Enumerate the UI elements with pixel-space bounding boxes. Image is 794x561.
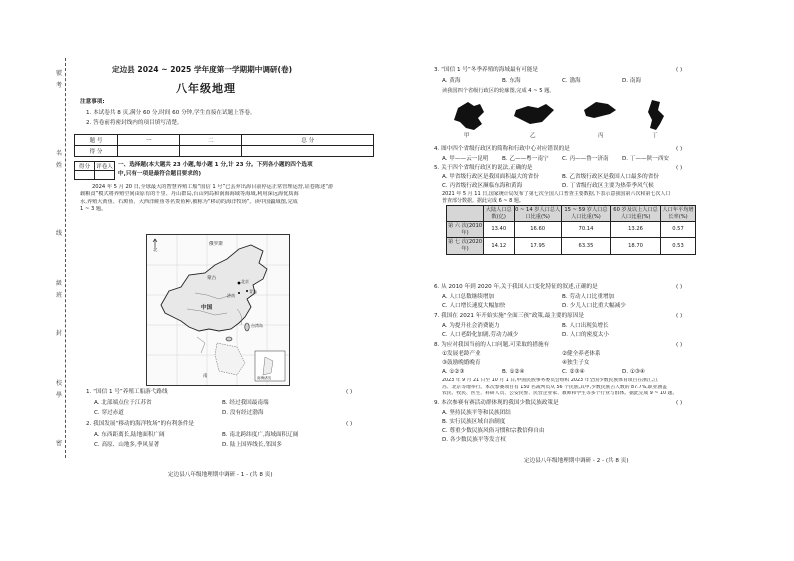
binding-strip: [56, 58, 68, 458]
map-label-jinan: 济南: [227, 293, 235, 298]
table-cell: 二: [180, 135, 242, 146]
table-cell: 17.95: [514, 238, 561, 254]
page-footer-right: 定边县八年级地理期中调研 - 2 - (共 8 页): [524, 458, 629, 464]
question-8-answer-bracket[interactable]: ( ): [676, 342, 683, 348]
q6-option-c[interactable]: C. 人口增长速度大幅加快: [442, 303, 506, 309]
q8-measure-3: ③鼓励晚婚晚育: [442, 360, 481, 366]
binding-char: 校: [56, 380, 63, 387]
q9-option-b[interactable]: B. 实行民族区域自治制度: [442, 419, 506, 425]
intro-line: 2024 年 5 月 20 日,全球最大的智慧养殖工船“国信 1 号”已丢弃出海目前停运正常管理运营,证卷陈述“游: [92, 184, 334, 190]
table-cell: 13.40: [484, 222, 515, 238]
question-4-stem: 4. 图中四个省级行政区的简称和行政中心对应错误的是: [434, 146, 570, 152]
q9-intro-line: 2023 年 9 月 21 日至 10 月 1 日,中国民族事务委员会组织 2023 年全国少数民族体育项目在浙江,江: [442, 378, 659, 383]
q9-intro: [442, 378, 700, 398]
note-item: 1. 本试卷共 8 页,满分 60 分,时间 60 分钟,学生直接在试题上答卷。: [86, 110, 256, 116]
table-row: [75, 135, 374, 146]
province-yi-shape: [514, 104, 554, 124]
q3-option-d[interactable]: D. 南海: [622, 78, 642, 84]
q2-option-c[interactable]: C. 高原、山地多,季风显著: [94, 442, 160, 448]
question-3-answer-bracket[interactable]: ( ): [676, 67, 683, 73]
table-cell: 0.53: [661, 238, 696, 254]
binding-line-label: 封: [56, 330, 63, 337]
binding-char: 名: [56, 150, 63, 157]
q2-option-d[interactable]: D. 陆上国界线长,邻国多: [222, 442, 282, 448]
census-intro-line: 普查部分数据。据此完成 6 ~ 8 题。: [442, 197, 524, 204]
table-cell: 63.35: [561, 238, 610, 254]
q7-option-b[interactable]: B. 人口出现负增长: [562, 323, 609, 329]
question-1-stem: 1. “国信 1 号”养殖工船游弋路线: [86, 389, 168, 395]
binding-char: 考: [56, 82, 63, 89]
province-bing-shape: [584, 102, 616, 118]
table-header: 60 岁及以上人口总人口比重(%): [611, 206, 661, 222]
q8-measure-1: ①发展老龄产业: [442, 351, 481, 357]
table-cell: 一: [118, 135, 180, 146]
map-drawing: [147, 235, 289, 385]
q4-option-d[interactable]: D. 丁——陕一西安: [622, 156, 670, 162]
q3-option-c[interactable]: C. 渤海: [562, 78, 581, 84]
q1-option-b[interactable]: B. 经过我国最南端: [222, 400, 269, 406]
table-cell: 16.60: [514, 222, 561, 238]
q8-option-d[interactable]: D. ①③④: [622, 369, 645, 375]
q8-option-a[interactable]: A. ①②③: [442, 369, 465, 375]
q9-option-d[interactable]: D. 各少数民族平等发言权: [442, 437, 506, 443]
grader-input[interactable]: [75, 171, 95, 180]
seal-line: [65, 58, 66, 458]
grader-label: 得分: [75, 162, 95, 171]
table-cell: 13.26: [611, 222, 661, 238]
china-territory-map: [146, 234, 290, 386]
q1-option-d[interactable]: D. 没有经过渤海: [222, 410, 264, 416]
q4-option-c[interactable]: C. 丙——鲁一济南: [562, 156, 609, 162]
grader-input[interactable]: [95, 171, 115, 180]
province-label-bing: 丙: [598, 133, 604, 139]
q7-option-d[interactable]: D. 人口的密度太小: [562, 332, 610, 338]
section1-title: 一、选择题(本大题共 23 小题,每小题 1 分,计 23 分。下列各小题的四个选项: [118, 162, 313, 168]
question-9-answer-bracket[interactable]: ( ): [676, 400, 683, 406]
binding-char: 學: [56, 392, 63, 399]
q9-intro-line: 苏、北京等地举行。本次参赛项目有 150 名裁判员从 56 个民族,其中,少数民族占人数的 87.7%,职业涵盖: [442, 384, 667, 390]
q9-option-a[interactable]: A. 坚持民族平等和民族团结: [442, 410, 511, 416]
q4-option-b[interactable]: B. 乙——粤一南宁: [502, 156, 549, 162]
map-label-beijing: 北京: [241, 279, 249, 284]
question-2-answer-bracket[interactable]: ( ): [346, 421, 353, 427]
notes-heading: 注意事项:: [80, 99, 105, 105]
q8-option-b[interactable]: B. ①②④: [502, 369, 525, 375]
grader-label: 评卷人: [95, 162, 115, 171]
table-cell: 总 分: [242, 135, 374, 146]
intro-line: 1 ~ 3 题。: [80, 206, 107, 213]
score-input-cell[interactable]: [242, 146, 374, 157]
q3-option-b[interactable]: B. 东海: [502, 78, 521, 84]
table-cell: 18.70: [611, 238, 661, 254]
census-intro-line: 2021 年 5 月 11 日,国家统计局发布了第七次全国人口普查主要数据,下表示意我国第六次和第七次人口: [442, 191, 671, 197]
table-header-row: [447, 206, 696, 222]
map-label-north: 北: [153, 248, 158, 253]
map-label-mongolia: 蒙古: [207, 276, 217, 281]
score-input-cell[interactable]: [118, 146, 180, 157]
question-3-stem: 3. “国信 1 号”冬季养殖的海域最有可能是: [434, 67, 538, 73]
q2-option-a[interactable]: A. 东西距离长,陆地面积广阔: [94, 432, 165, 438]
q6-option-a[interactable]: A. 人口总数继续增加: [442, 294, 495, 300]
map-label-taiwan: 台湾岛: [251, 323, 263, 328]
question-9-stem: 9. 本次参赛有赛活动群体现的我国少数民族政策是: [434, 400, 559, 406]
question-5-stem: 5. 关于四个省级行政区的说法,正确的是: [434, 165, 533, 171]
binding-char: 班: [56, 292, 63, 299]
question-4-answer-bracket[interactable]: ( ): [676, 146, 683, 152]
table-row: [447, 222, 696, 238]
q5-option-a[interactable]: A. 甲省级行政区是我国面积最大的省份: [442, 174, 539, 180]
q7-option-c[interactable]: C. 人口老龄化加剧,劳动力减少: [442, 332, 519, 338]
q8-measure-4: ④独生子女: [562, 360, 590, 366]
map-label-china: 中国: [201, 305, 213, 311]
population-table: [446, 205, 696, 255]
table-row: [75, 146, 374, 157]
question-7-answer-bracket[interactable]: ( ): [676, 313, 683, 319]
grader-box: [74, 161, 115, 180]
question-1-answer-bracket[interactable]: ( ): [346, 389, 353, 395]
q7-option-a[interactable]: A. 为提升社会消费能力: [442, 323, 500, 329]
province-intro: 读我国四个省级行政区的轮廓图,完成 4 ~ 5 题。: [442, 88, 555, 94]
question-7-stem: 7. 我国在 2021 年开始实施“全面三孩”政策,最主要的原因是: [434, 313, 584, 319]
note-item: 2. 答卷前将密封线内的项目填写清楚。: [86, 120, 183, 126]
table-cell: 第 七 次(2020 年): [447, 238, 484, 254]
table-cell: 14.12: [484, 238, 515, 254]
table-cell: 第 六 次(2010 年): [447, 222, 484, 238]
q9-option-c[interactable]: C. 尊重少数民族风俗习惯和宗教信仰自由: [442, 428, 545, 434]
q5-option-b[interactable]: B. 乙省级行政区是我国人口最多的省份: [562, 174, 659, 180]
province-label-yi: 乙: [530, 133, 536, 139]
table-header: 人口年平均增长率(%): [661, 206, 696, 222]
intro-line: 水,养殖大黄鱼、石斑鱼、大西洋鲑鱼等名贵鱼种,被称为“移动的海洋牧场”。读中国疆域图,完成: [80, 198, 298, 205]
map-label-russia: 俄罗斯: [209, 242, 223, 247]
table-header: 0 ~ 14 岁人口总人口比重(%): [514, 206, 561, 222]
table-row: [447, 238, 696, 254]
binding-char: 號: [56, 70, 63, 77]
intro-line: 载粮食”模式将养殖空间由原有的千里、丹山群岛,台山列岛和南海海域等海域,利用深远海优质海: [80, 191, 299, 198]
table-cell: 0.57: [661, 222, 696, 238]
q5-option-c[interactable]: C. 丙省级行政区濒临东海和黄海: [442, 183, 523, 189]
table-cell: 得 分: [75, 146, 118, 157]
question-6-answer-bracket[interactable]: ( ): [676, 284, 683, 290]
province-outlines: [444, 96, 684, 140]
census-intro: [442, 191, 702, 205]
map-label-qingdao: 青岛: [249, 289, 257, 294]
q1-option-a[interactable]: A. 北部端点位于江苏省: [94, 400, 152, 406]
table-header: [447, 206, 484, 222]
page-footer-left: 定边县八年级地理期中调研 - 1 - (共 8 页): [168, 472, 273, 478]
map-label-south-china-sea-islands: 南海诸岛: [257, 376, 272, 380]
q4-option-a[interactable]: A. 甲——云一昆明: [442, 156, 489, 162]
section1-title-cont: 中,只有一项是最符合题目要求的): [118, 171, 201, 177]
score-table: [74, 134, 374, 157]
question-5-answer-bracket[interactable]: ( ): [676, 165, 683, 171]
binding-char: 級: [56, 280, 63, 287]
question-8-stem: 8. 为应对我国当前的人口问题,可采取的措施有: [434, 342, 550, 348]
binding-line-label: 密: [56, 440, 63, 447]
province-ding-shape: [648, 100, 664, 130]
q1-option-c[interactable]: C. 穿过赤道: [94, 410, 124, 416]
q3-option-a[interactable]: A. 黄海: [442, 78, 461, 84]
table-header: 15 ~ 59 岁人口总人口比重(%): [561, 206, 610, 222]
q6-option-b[interactable]: B. 劳动人口比重增加: [562, 294, 615, 300]
question-2-stem: 2. 我国发展“移动的海洋牧场”的有利条件是: [86, 421, 195, 427]
q2-option-b[interactable]: B. 南北跨纬度广,海域面积辽阔: [222, 432, 299, 438]
section1-intro: [80, 184, 380, 214]
question-6-stem: 6. 从 2010 年到 2020 年,关于我国人口变化特征的叙述,正确的是: [434, 284, 598, 290]
province-jia-shape: [454, 102, 484, 130]
province-label-ding: 丁: [652, 133, 658, 139]
table-header: 大陆人口总数(亿): [484, 206, 515, 222]
table-cell: 70.14: [561, 222, 610, 238]
q6-option-d[interactable]: D. 少儿人口比重大幅减少: [562, 303, 626, 309]
q8-option-c[interactable]: C. ②③④: [562, 369, 585, 375]
subject-title: 八年级地理: [176, 82, 236, 95]
q9-intro-line: 农民、牧民、医生、科研人员、公安民警、民营企业家、教师和学生等多个行业与群体。据此完成 9 ~ 10 题。: [442, 391, 678, 397]
province-shapes: [444, 96, 684, 140]
binding-line-label: 线: [56, 230, 63, 237]
binding-char: 姓: [56, 162, 63, 169]
q8-measure-2: ②健全养老体系: [562, 351, 601, 357]
province-label-jia: 甲: [464, 133, 470, 139]
score-input-cell[interactable]: [180, 146, 242, 157]
table-cell: 题 号: [75, 135, 118, 146]
exam-title: 定边县 2024 ~ 2025 学年度第一学期期中调研(卷): [112, 65, 293, 74]
map-label-south: 南: [203, 374, 208, 379]
q5-option-d[interactable]: D. 丁省级行政区主要为热带季风气候: [562, 183, 654, 189]
